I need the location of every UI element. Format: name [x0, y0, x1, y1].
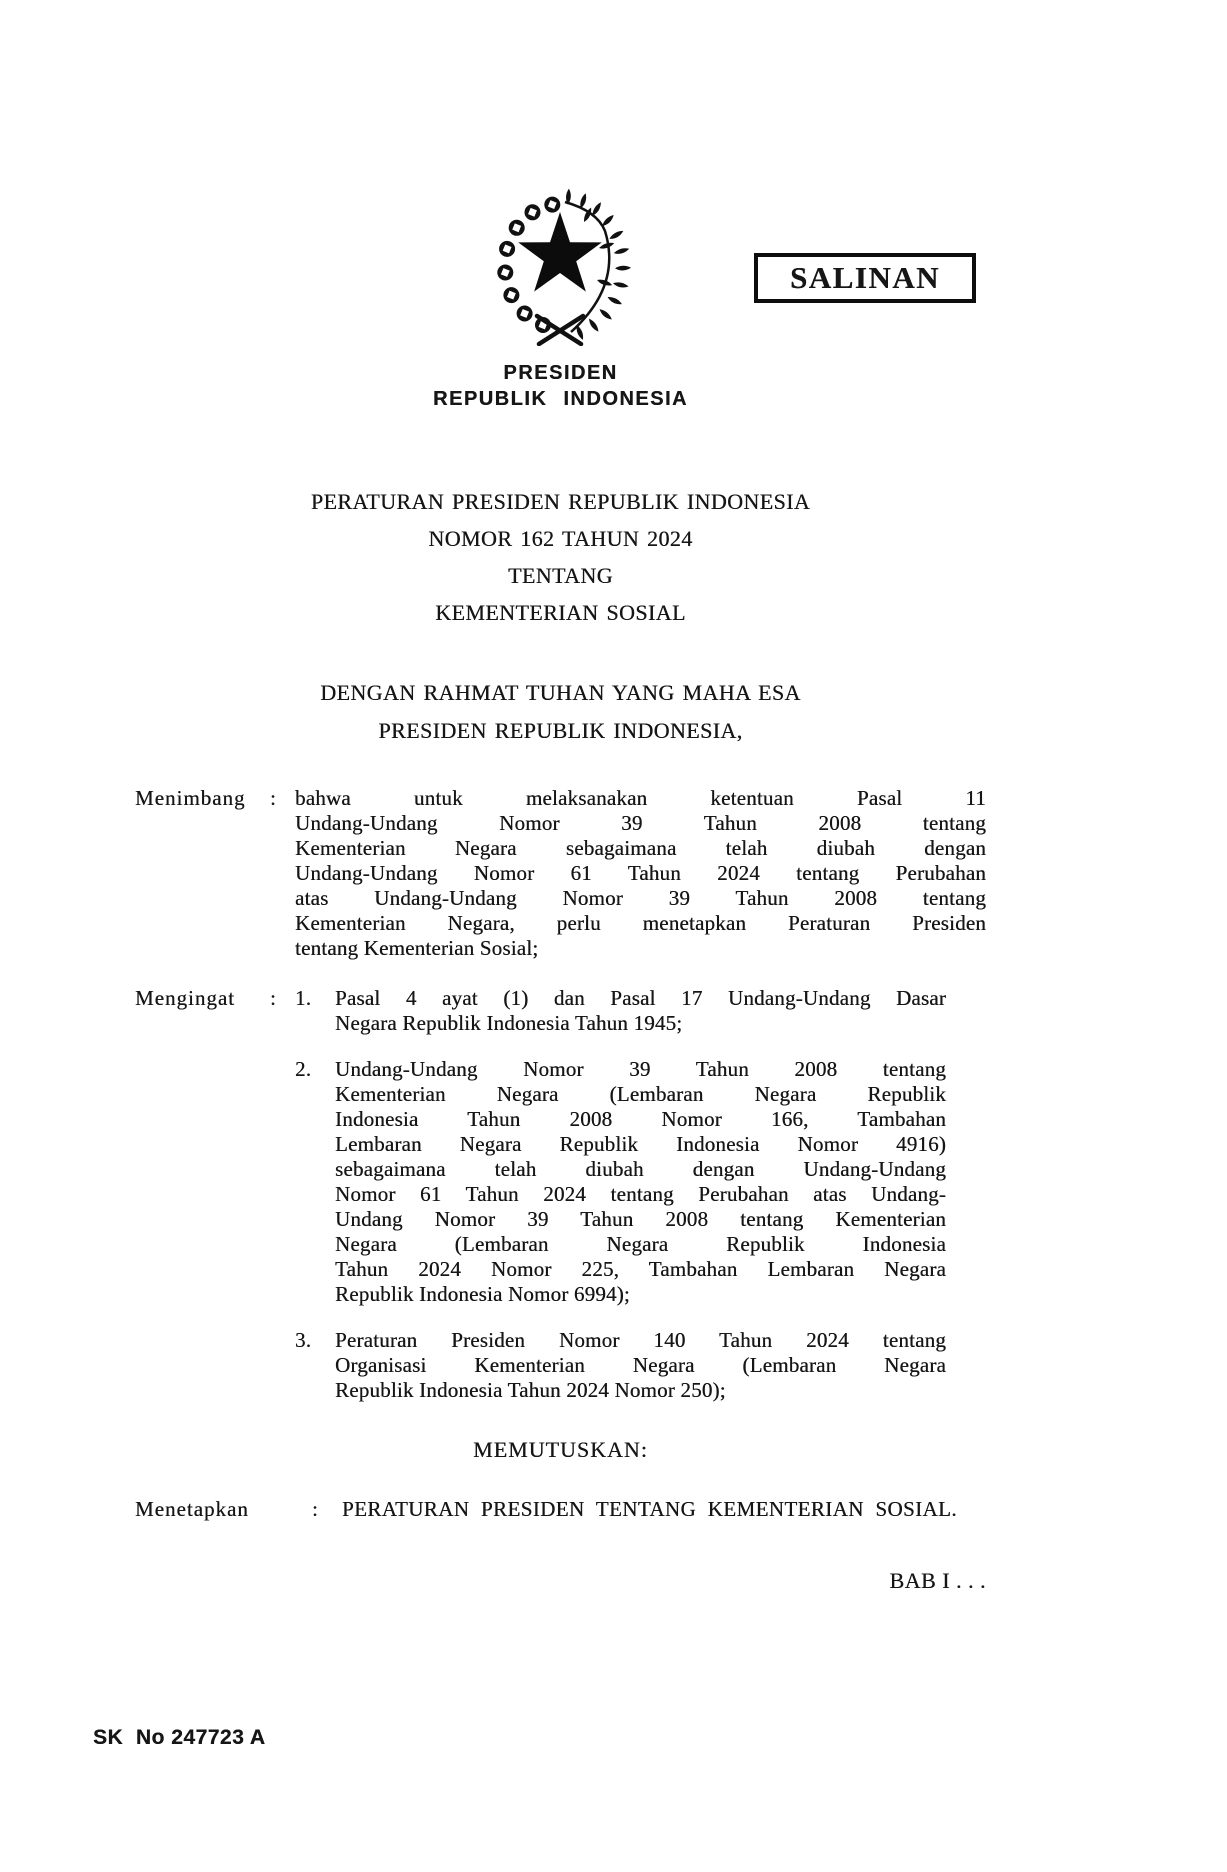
- legal-basis-item-2: [295, 1057, 986, 1307]
- list-item-number: 3.: [295, 1328, 312, 1352]
- clause-menimbang: [135, 786, 986, 961]
- regulation-title: PERATURAN PRESIDEN REPUBLIK INDONESIA NOMOR 162 TAHUN 2024 TENTANG KEMENTERIAN SOSIAL: [310, 489, 811, 625]
- salinan-stamp-label: SALINAN: [789, 260, 941, 295]
- menetapkan-label: Menetapkan: [135, 1497, 249, 1521]
- mengingat-label: Mengingat: [135, 986, 235, 1010]
- clause-menetapkan: [135, 1497, 986, 1522]
- letterhead-presiden: PRESIDEN: [503, 362, 618, 384]
- legal-basis-item-3: [295, 1328, 986, 1403]
- preamble: DENGAN RAHMAT TUHAN YANG MAHA ESA PRESIDEN REPUBLIK INDONESIA,: [320, 680, 801, 743]
- menetapkan-text: PERATURAN PRESIDEN TENTANG KEMENTERIAN SOSIAL.: [342, 1497, 957, 1521]
- list-item-text: Undang-Undang Nomor 39 Tahun 2008 tentang Kementerian Negara (Lembaran Negara Republik Indonesia Tahun 2008 Nomor 166, Tambahan Lembaran Negara Republik Indonesia Nomor 4916) sebagaimana telah diubah dengan Undang-Undang Nomor 61 Tahun 2024 tentang Perubahan atas Undang- Undang Nomor 39 Tahun 2008 tentang Kementerian Negara (Lembaran Negara Republik Indonesia Tahun 2024 Nomor 225, Tambahan Lembaran Negara Republik Indonesia Nomor 6994);: [335, 1057, 946, 1306]
- letterhead: [135, 360, 986, 412]
- mengingat-list: [295, 986, 986, 1403]
- presidential-seal-icon: [487, 186, 633, 346]
- memutuskan-heading: MEMUTUSKAN:: [473, 1437, 648, 1462]
- salinan-stamp: [754, 253, 976, 303]
- mengingat-colon: :: [270, 986, 276, 1010]
- legal-basis-item-1: [295, 986, 986, 1036]
- page-continuation-marker: BAB I . . .: [889, 1568, 986, 1593]
- menimbang-colon: :: [270, 786, 276, 810]
- list-item-number: 2.: [295, 1057, 312, 1081]
- clause-mengingat: [135, 986, 986, 1403]
- list-item-text: Pasal 4 ayat (1) dan Pasal 17 Undang-Undang Dasar Negara Republik Indonesia Tahun 1945;: [335, 986, 946, 1035]
- letterhead-republik-indonesia: REPUBLIK INDONESIA: [433, 388, 688, 410]
- list-item-text: Peraturan Presiden Nomor 140 Tahun 2024 tentang Organisasi Kementerian Negara (Lembaran Negara Republik Indonesia Tahun 2024 Nomor 250);: [335, 1328, 946, 1402]
- sk-number: SK No 247723 A: [93, 1726, 266, 1749]
- menimbang-text: bahwa untuk melaksanakan ketentuan Pasal 11 Undang-Undang Nomor 39 Tahun 2008 tentang Kementerian Negara sebagaimana telah diubah dengan Undang-Undang Nomor 61 Tahun 2024 tentang Perubahan atas Undang-Undang Nomor 39 Tahun 2008 tentang Kementerian Negara, perlu menetapkan Peraturan Presiden tentang Kementerian Sosial;: [295, 786, 986, 960]
- menetapkan-colon: :: [312, 1497, 318, 1521]
- menimbang-label: Menimbang: [135, 786, 246, 810]
- list-item-number: 1.: [295, 986, 312, 1010]
